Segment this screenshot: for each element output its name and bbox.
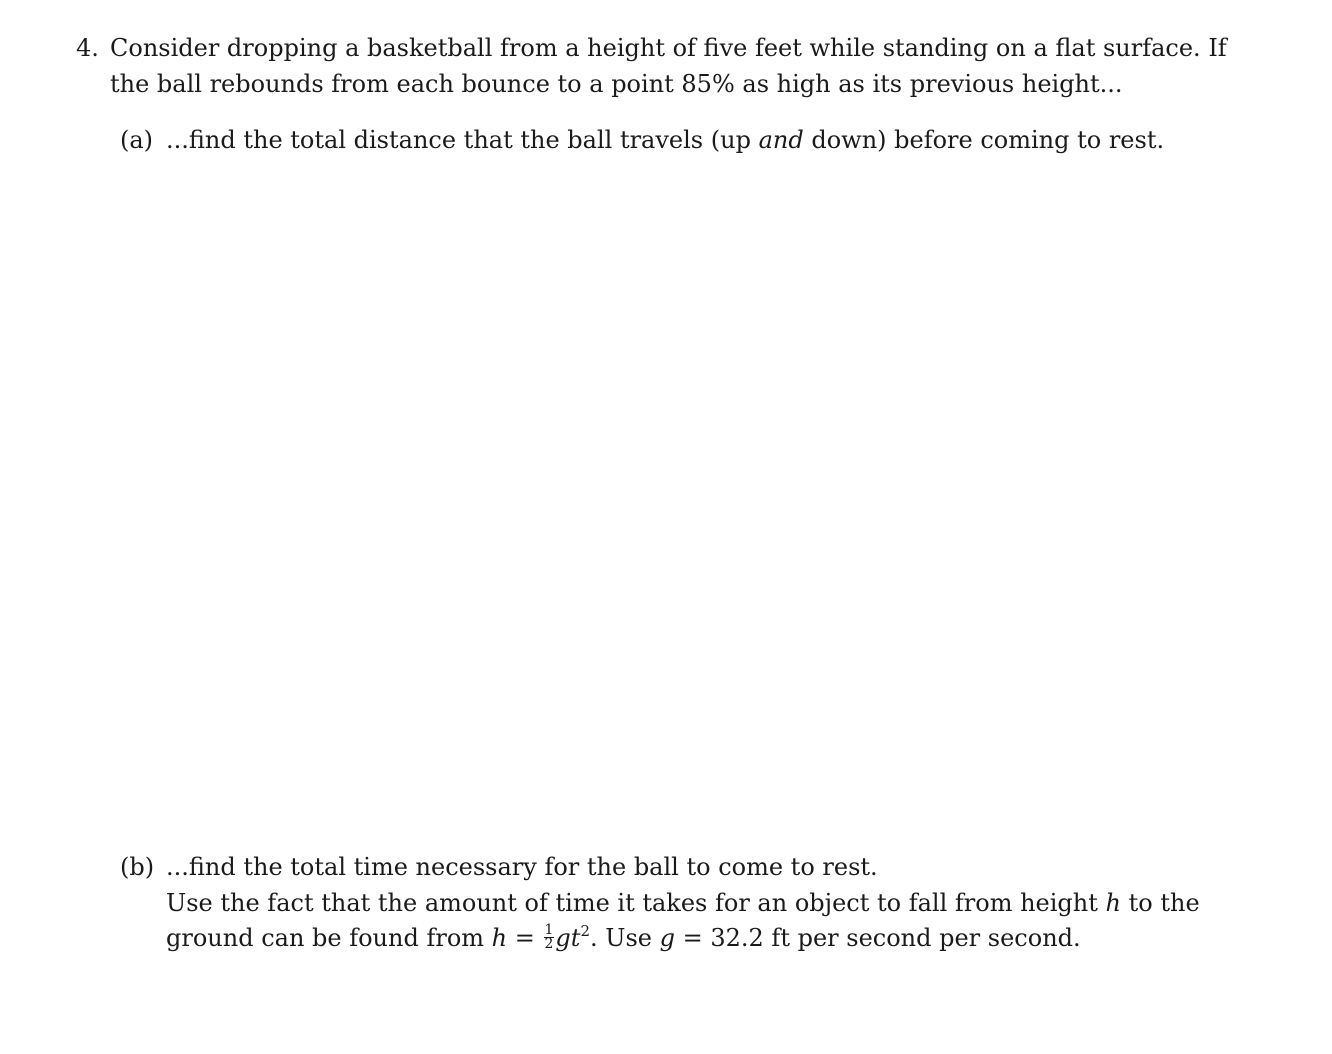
formula-gt: gt <box>555 924 581 952</box>
part-a-label: (a) <box>120 126 154 154</box>
formula-h: h <box>491 924 508 952</box>
fraction-numerator: 1 <box>544 922 554 938</box>
part-b-line-2-before: Use the fact that the amount of time it takes for an object to fall from height <box>166 889 1106 917</box>
part-b-line-3-after: = 32.2 ft per second per second. <box>675 924 1081 952</box>
problem-intro-line-2: the ball rebounds from each bounce to a point 85% as high as its previous height... <box>110 70 1123 98</box>
part-a-text <box>166 122 1164 158</box>
part-a-text-italic: and <box>758 126 804 154</box>
formula-fraction <box>544 924 555 951</box>
formula-equals: = <box>507 924 543 952</box>
fraction-denominator: 2 <box>544 936 554 952</box>
part-b-line-2-var: h <box>1105 889 1121 917</box>
part-b-line-1: ...find the total time necessary for the ball to come to rest. <box>166 853 878 881</box>
part-b-line-3-before: ground can be found from <box>166 924 492 952</box>
formula-g: g <box>659 924 675 952</box>
part-a-text-after: down) before coming to rest. <box>803 126 1165 154</box>
formula-exponent: 2 <box>580 922 590 940</box>
part-b-label: (b) <box>120 853 155 881</box>
part-b-line-3 <box>166 920 1081 956</box>
part-b-line-2-after: to the <box>1120 889 1200 917</box>
problem-number: 4. <box>76 34 99 62</box>
part-b-line-2 <box>166 885 1200 921</box>
part-b-line-3-mid: . Use <box>589 924 660 952</box>
problem-intro-line-1: Consider dropping a basketball from a height of five feet while standing on a flat surface. If <box>110 34 1227 62</box>
part-a-text-before: ...find the total distance that the ball travels (up <box>166 126 759 154</box>
